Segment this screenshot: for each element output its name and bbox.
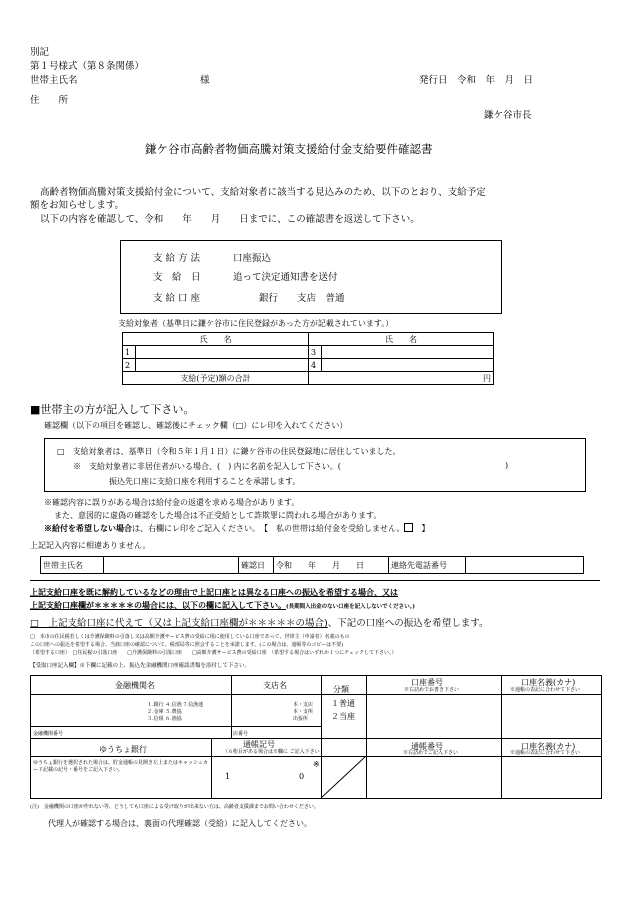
form-number: 第１号様式（第８条関係） — [30, 61, 145, 72]
decline-checkbox[interactable] — [404, 523, 413, 532]
recipient-row-number: 4 — [309, 359, 322, 372]
check-box-area — [44, 438, 586, 492]
recipient-name-cell[interactable] — [136, 346, 309, 359]
change-option[interactable] — [30, 615, 488, 629]
intro-line-3: 以下の内容を確認して、令和 年 月 日までに、この確認書を返送して下さい。 — [40, 214, 420, 225]
consent-text: 振込先口座に支給口座を利用することを承諾します。 — [109, 477, 301, 486]
change-line-2-sub: (長期間入出金のない口座を記入しないでください。) — [286, 604, 415, 610]
address-label: 住 所 — [30, 95, 69, 106]
yucho-instruction: ゆうちょ銀行を選択された場合は、貯金通帳の見開き左上またはキャッシュカード記載の記号・番号をご記入下さい。 — [33, 760, 208, 773]
householder-name-label: 世帯主氏名 — [30, 75, 78, 86]
yucho-holder-note: ※通帳の表記に合わせて下さい — [510, 750, 581, 756]
fine-print-3: （希望する口座） □住民税の引落口座 □介護保険料の引落口座 □高額介護サービス費の受給口座 （希望する場合はいずれか１つにチェックして下さい。） — [30, 650, 397, 656]
yucho-bank-label: ゆうちょ銀行 — [99, 745, 147, 754]
fine-print-1: □ 本市の住民税若しくは介護保険料の引落し又は高額介護サービス費の受給に現に使用している口座であって、世帯主（申請者）名義のもの — [30, 634, 350, 640]
sama-label: 様 — [200, 75, 210, 86]
tsucho-kigo-header: 通帳記号 — [243, 740, 275, 749]
check-instructions: 確認欄（以下の項目を確認し、確認後にチェック欄（□）にレ印を入れてください） — [44, 421, 348, 430]
account-label: 支 給 口 座 — [153, 293, 201, 304]
diagonal-strike — [321, 756, 366, 798]
tsucho-number-note: ※右詰めでご記入下さい — [403, 750, 459, 756]
decline-close: 】 — [421, 524, 430, 533]
confirm-statement: 上記記入内容に相違ありません。 — [30, 541, 151, 550]
kigo-digit-0: 0 — [299, 772, 305, 781]
issuer-name: 鎌ケ谷市長 — [484, 110, 532, 121]
yucho-holder-header: 口座名義(カナ) — [521, 742, 576, 751]
bank-types-1: １.銀行 ４.信漁 7.信漁連 — [147, 702, 204, 708]
kigo-kome: ※ — [313, 760, 320, 769]
receive-note: 【受取口座記入欄】※下欄に記載の上、振込先金融機関口座確認書類を添付して下さい。 — [30, 663, 251, 669]
bank-types-3: ３.信組 ６.漁協 — [147, 716, 182, 722]
change-line-2-main: 上記支給口座欄が＊＊＊＊＊の場合には、以下の欄に記入して下さい。 — [30, 600, 286, 610]
method-value: 口座振込 — [233, 253, 272, 264]
method-label: 支 給 方 法 — [153, 253, 201, 264]
change-line-2 — [30, 600, 415, 611]
nonresident-paren: ) — [505, 461, 509, 470]
check-item-1[interactable]: □ 支給対象者は、基準日（令和５年１月１日）に鎌ケ谷市の住民登録地に居住していました。 — [57, 447, 401, 456]
warning-1: ※確認内容に誤りがある場合は給付金の返還を求める場合があります。 — [44, 498, 300, 507]
sign-date-field[interactable]: 令和 年 月 日 — [274, 557, 389, 574]
tsucho-number-header: 通帳番号 — [411, 742, 443, 751]
recipients-name-header-left: 氏 名 — [123, 333, 309, 346]
intro-line-1: 高齢者物価高騰対策支援給付金について、支給対象者に該当する見込みのため、以下のとおり、支給予定 — [40, 187, 486, 198]
decline-lead: ※給付を希望しない場合 — [44, 523, 132, 533]
recipients-name-header-right: 氏 名 — [309, 333, 494, 346]
decline-row — [44, 523, 429, 534]
account-number-note: ※右詰めでお書き下さい — [404, 687, 460, 693]
footer-note: (注) 金融機関の口座が作れない等、どうしても口座による受け取りが出来ない方は、高齢者支援課までお問い合わせください。 — [30, 804, 319, 810]
branch-types-3: 出張所 — [293, 716, 309, 722]
total-amount — [309, 372, 494, 385]
type-current[interactable]: ２当座 — [331, 712, 355, 721]
warning-2: また、意図的に虚偽の確認をした場合は不正受給として詐欺罪に問われる場合があります。 — [54, 511, 382, 520]
branch-name-header: 支店名 — [263, 681, 287, 690]
signature-row — [40, 556, 584, 574]
date-label: 支 給 日 — [153, 272, 201, 283]
nonresident-note: ※ 支給対象者に非居住者がいる場合、( ) 内に名前を記入して下さい。( — [73, 462, 341, 471]
bank-code-label: 金融機関番号 — [33, 731, 64, 737]
bank-name-header: 金融機関名 — [115, 681, 155, 690]
kigo-digit-1: 1 — [225, 772, 231, 781]
type-ordinary[interactable]: １普通 — [331, 699, 355, 708]
account-holder-note: ※通帳の表記に合わせて下さい — [510, 687, 581, 693]
recipients-note: 支給対象者（基準日に鎌ケ谷市に住民登録があった方が記載されています。） — [118, 319, 394, 328]
account-number-header: 口座番号 — [411, 678, 443, 687]
tsucho-kigo-note: （６桁目がある場合は※欄に ご記入下さい — [223, 749, 320, 755]
date-value: 追って決定通知書を送付 — [233, 272, 338, 283]
recipient-row-number: 3 — [309, 346, 322, 359]
type-header: 分類 — [333, 685, 349, 694]
recipients-table — [122, 332, 494, 385]
proxy-note: 代理人が確認する場合は、裏面の代理確認（受給）に記入してください。 — [48, 819, 312, 828]
bank-types-2: ２.金庫 ５.農協 — [147, 709, 182, 715]
payment-info-box — [120, 240, 502, 314]
change-line-1: 上記支給口座を既に解約しているなどの理由で上記口座とは異なる口座への振込を希望する場合、又は — [30, 587, 398, 597]
sign-name-label: 世帯主氏名 — [41, 557, 104, 574]
decline-instruction: は、右欄にレ印をご記入ください。 — [132, 524, 256, 533]
total-label: 支給(予定)額の合計 — [123, 372, 309, 385]
recipient-name-cell[interactable] — [322, 346, 494, 359]
issue-date: 発行日 令和 年 月 日 — [419, 75, 534, 86]
decline-statement: 【 私の世帯は給付金を受給しません。 — [264, 524, 405, 533]
check-item-1-text: 支給対象者は、基準日（令和５年１月１日）に鎌ケ谷市の住民登録地に居住していました。 — [72, 447, 401, 456]
recipient-row-number: 1 — [123, 346, 136, 359]
account-value: 銀行 支店 普通 — [259, 293, 345, 304]
bank-account-table — [30, 675, 602, 799]
phone-label: 連絡先電話番号 — [389, 557, 466, 574]
intro-line-2: 額をお知らせします。 — [30, 200, 124, 211]
sign-name-field[interactable] — [104, 557, 239, 574]
branch-code-label: 店番号 — [233, 731, 249, 737]
phone-field[interactable] — [466, 557, 584, 574]
recipient-row-number: 2 — [123, 359, 136, 372]
recipient-name-cell[interactable] — [322, 359, 494, 372]
change-option-c: 、下記の口座への振込を希望します。 — [327, 618, 489, 629]
householder-heading: ■世帯主の方が記入して下さい。 — [30, 403, 195, 416]
fine-print-2: この口座への振込を希望する場合、当該口座の確認について、税部局等に照会することを承諾します。(この場合は、通帳等のコピーは不要) — [30, 642, 344, 648]
branch-types-1: 本・支店 — [293, 702, 314, 708]
change-option-b: （又は上記支給口座欄が＊＊＊＊＊の場合) — [143, 618, 328, 629]
recipient-name-cell[interactable] — [136, 359, 309, 372]
change-option-a: □ 上記支給口座に代えて — [30, 618, 144, 629]
section-divider — [30, 580, 600, 581]
yen-label: 円 — [483, 373, 491, 383]
branch-types-2: 本・支所 — [293, 709, 314, 715]
annex-label: 別記 — [30, 47, 50, 58]
sign-date-label: 確認日 — [239, 557, 274, 574]
document-title: 鎌ケ谷市高齢者物価高騰対策支援給付金支給要件確認書 — [145, 142, 433, 156]
account-holder-header: 口座名義(カナ) — [521, 678, 576, 687]
